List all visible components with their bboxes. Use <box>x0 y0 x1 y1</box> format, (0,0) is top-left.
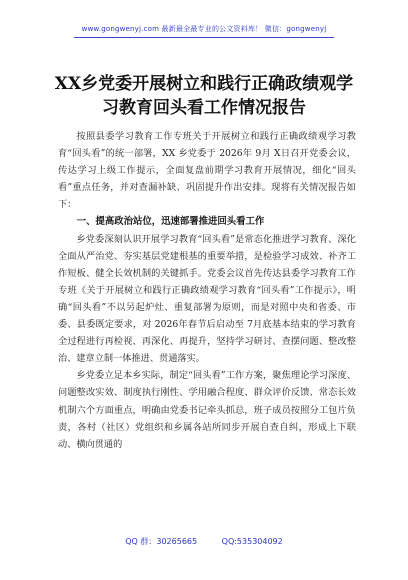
title-line-2: 习教育回头看工作情况报告 <box>102 98 306 118</box>
qq-label: QQ:535304092 <box>221 537 283 546</box>
qq-group-label: QQ 群：30265665 <box>125 537 198 546</box>
paragraph: 按照县委学习教育工作专班关于开展树立和践行正确政绩观学习教育“回头看”的统一部署，XX 乡党委于 2026年 9月 X日召开党委会议，传达学习上级工作提示，全面复盘前期学习教育开展情况，细化“回头看”重点任务，并对查漏补缺、巩固提升作出安排。现将有关情况报告如下： <box>58 131 356 211</box>
site-header: www.gongwenyj.com 最新最全最专业的公文资料库！ 微信：gongwenyj <box>81 25 327 33</box>
title-line-1: XX乡党委开展树立和践行正确政绩观学 <box>54 74 354 94</box>
section-heading: 一、提高政治站位，迅速部署推进回头看工作 <box>76 216 265 228</box>
header-divider <box>74 37 334 38</box>
document-title <box>40 72 368 120</box>
paragraph: 乡党委深刻认识开展学习教育“回头看”是常态化推进学习教育、深化全面从严治党、夯实基层党建根基的重要举措，是检验学习成效、补齐工作短板、健全长效机制的关键抓手。党委会议首先传达县委学习教育工作专班《关于开展树立和践行正确政绩观学习教育“回头看”工作提示》，明确“回头看”不以另起炉灶、重复部署为原则，而是对照中央和省委、市委、县委既定要求，对 2026年春节后启动至 7月底基本结束的学习教育全过程进行再检视、再深化、再提升，坚持学习研讨、查摆问题、整改整治、建章立制一体推进、贯通落实。 <box>58 233 356 365</box>
paragraph: 乡党委立足本乡实际，制定“回头看”工作方案，聚焦理论学习深度、问题整改实效、制度执行刚性、学用融合程度、群众评价反馈、常态长效机制六个方面重点，明确由党委书记牵头抓总，班子成员按照分工包片负责，各村（社区）党组织和乡属各站所同步开展自查自纠，形成上下联动、横向贯通的 <box>58 370 356 450</box>
site-footer <box>0 536 408 547</box>
document-body <box>58 128 356 453</box>
